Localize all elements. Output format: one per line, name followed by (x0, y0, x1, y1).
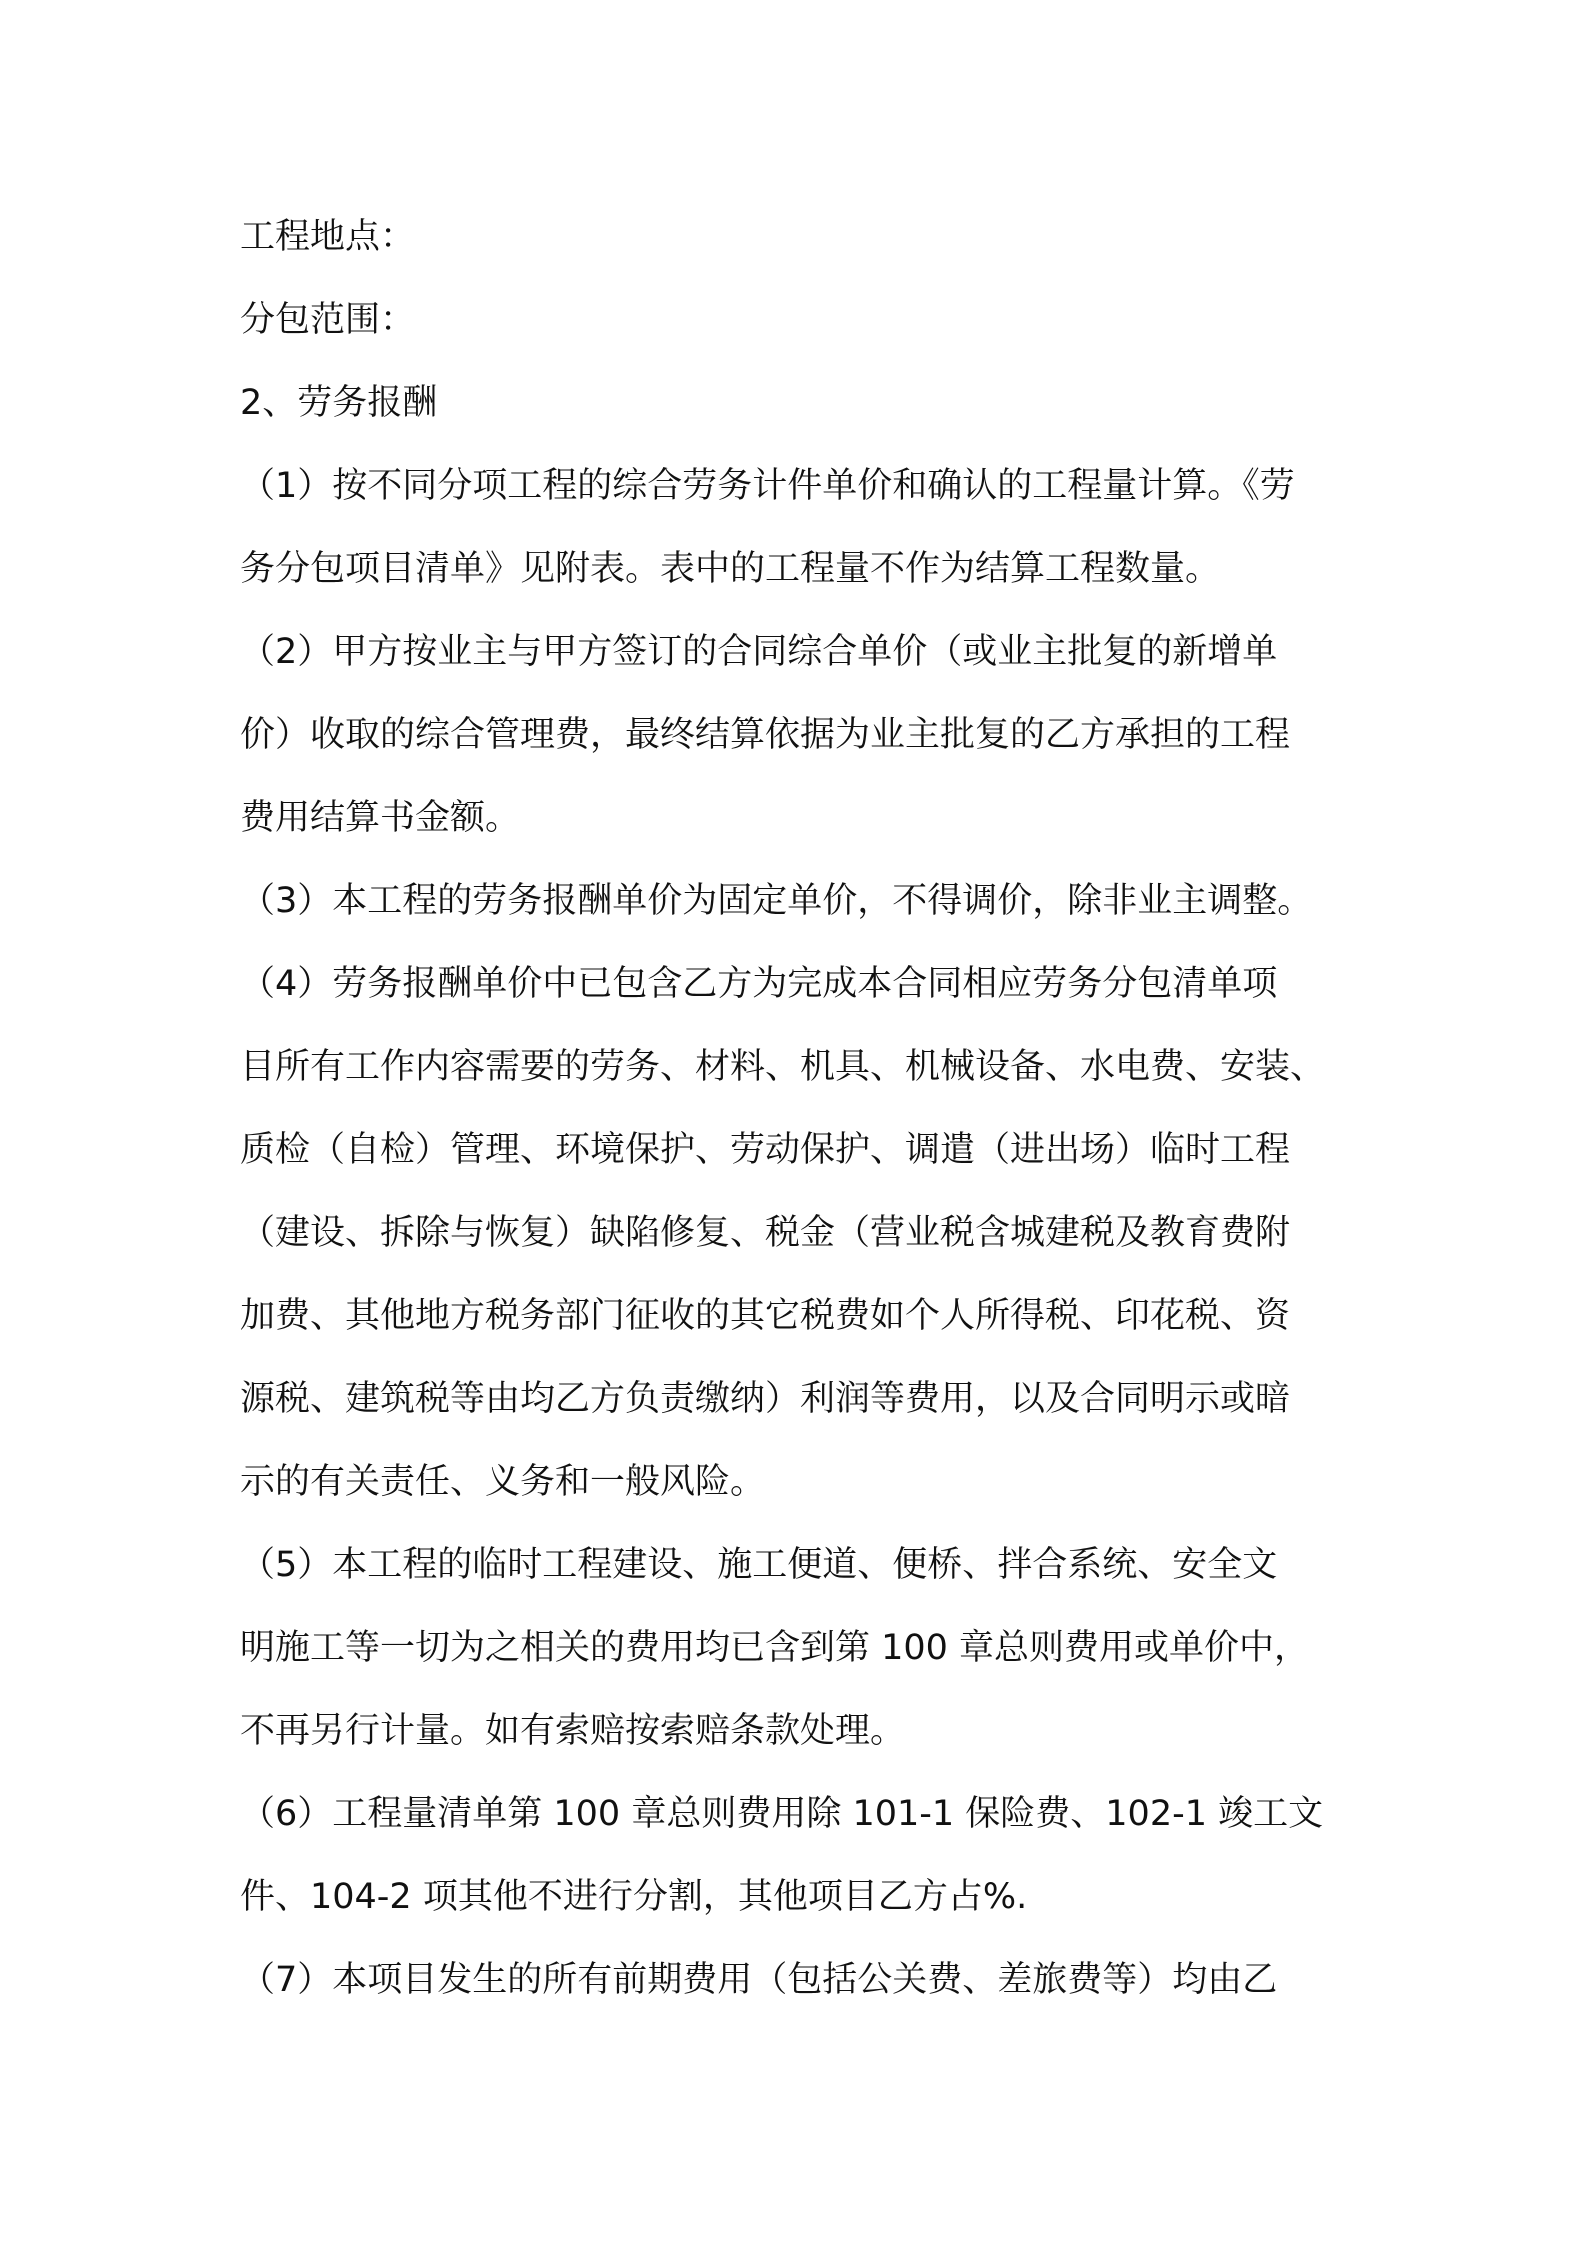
paragraph-line: 务分包项目清单》见附表。表中的工程量不作为结算工程数量。 (240, 549, 1221, 589)
paragraph-line: 明施工等一切为之相关的费用均已含到第 100 章总则费用或单价中， (240, 1628, 1310, 1668)
paragraph-line: （7）本项目发生的所有前期费用（包括公关费、差旅费等）均由乙 (240, 1960, 1278, 2000)
paragraph-line: 源税、建筑税等由均乙方负责缴纳）利润等费用，以及合同明示或暗 (240, 1379, 1291, 1419)
paragraph-line: （1）按不同分项工程的综合劳务计件单价和确认的工程量计算。《劳 (240, 466, 1295, 506)
paragraph-line: 价）收取的综合管理费，最终结算依据为业主批复的乙方承担的工程 (240, 715, 1291, 755)
document-body (240, 196, 1370, 2022)
paragraph-line: 件、104-2 项其他不进行分割，其他项目乙方占%. (240, 1877, 1028, 1917)
paragraph-line: 费用结算书金额。 (240, 798, 521, 838)
paragraph-line: （建设、拆除与恢复）缺陷修复、税金（营业税含城建税及教育费附 (240, 1213, 1291, 1253)
paragraph-line: （3）本工程的劳务报酬单价为固定单价，不得调价，除非业主调整。 (240, 881, 1313, 921)
subcontract-scope-line: 分包范围： (240, 300, 416, 340)
paragraph-line: （4）劳务报酬单价中已包含乙方为完成本合同相应劳务分包清单项 (240, 964, 1278, 1004)
paragraph-line: （2）甲方按业主与甲方签订的合同综合单价（或业主批复的新增单 (240, 632, 1278, 672)
paragraph-line: 示的有关责任、义务和一般风险。 (240, 1462, 766, 1502)
paragraph-line: 不再另行计量。如有索赔按索赔条款处理。 (240, 1711, 906, 1751)
paragraph-line: 目所有工作内容需要的劳务、材料、机具、机械设备、水电费、安装、 (240, 1047, 1326, 1087)
paragraph-line: 加费、其他地方税务部门征收的其它税费如个人所得税、印花税、资 (240, 1296, 1291, 1336)
paragraph-line: （6）工程量清单第 100 章总则费用除 101-1 保险费、102-1 竣工文 (240, 1794, 1324, 1834)
project-location-line: 工程地点： (240, 217, 416, 257)
section-heading-labor-remuneration: 2、劳务报酬 (240, 383, 438, 423)
paragraph-line: 质检（自检）管理、环境保护、劳动保护、调遣（进出场）临时工程 (240, 1130, 1291, 1170)
paragraph-line: （5）本工程的临时工程建设、施工便道、便桥、拌合系统、安全文 (240, 1545, 1278, 1585)
